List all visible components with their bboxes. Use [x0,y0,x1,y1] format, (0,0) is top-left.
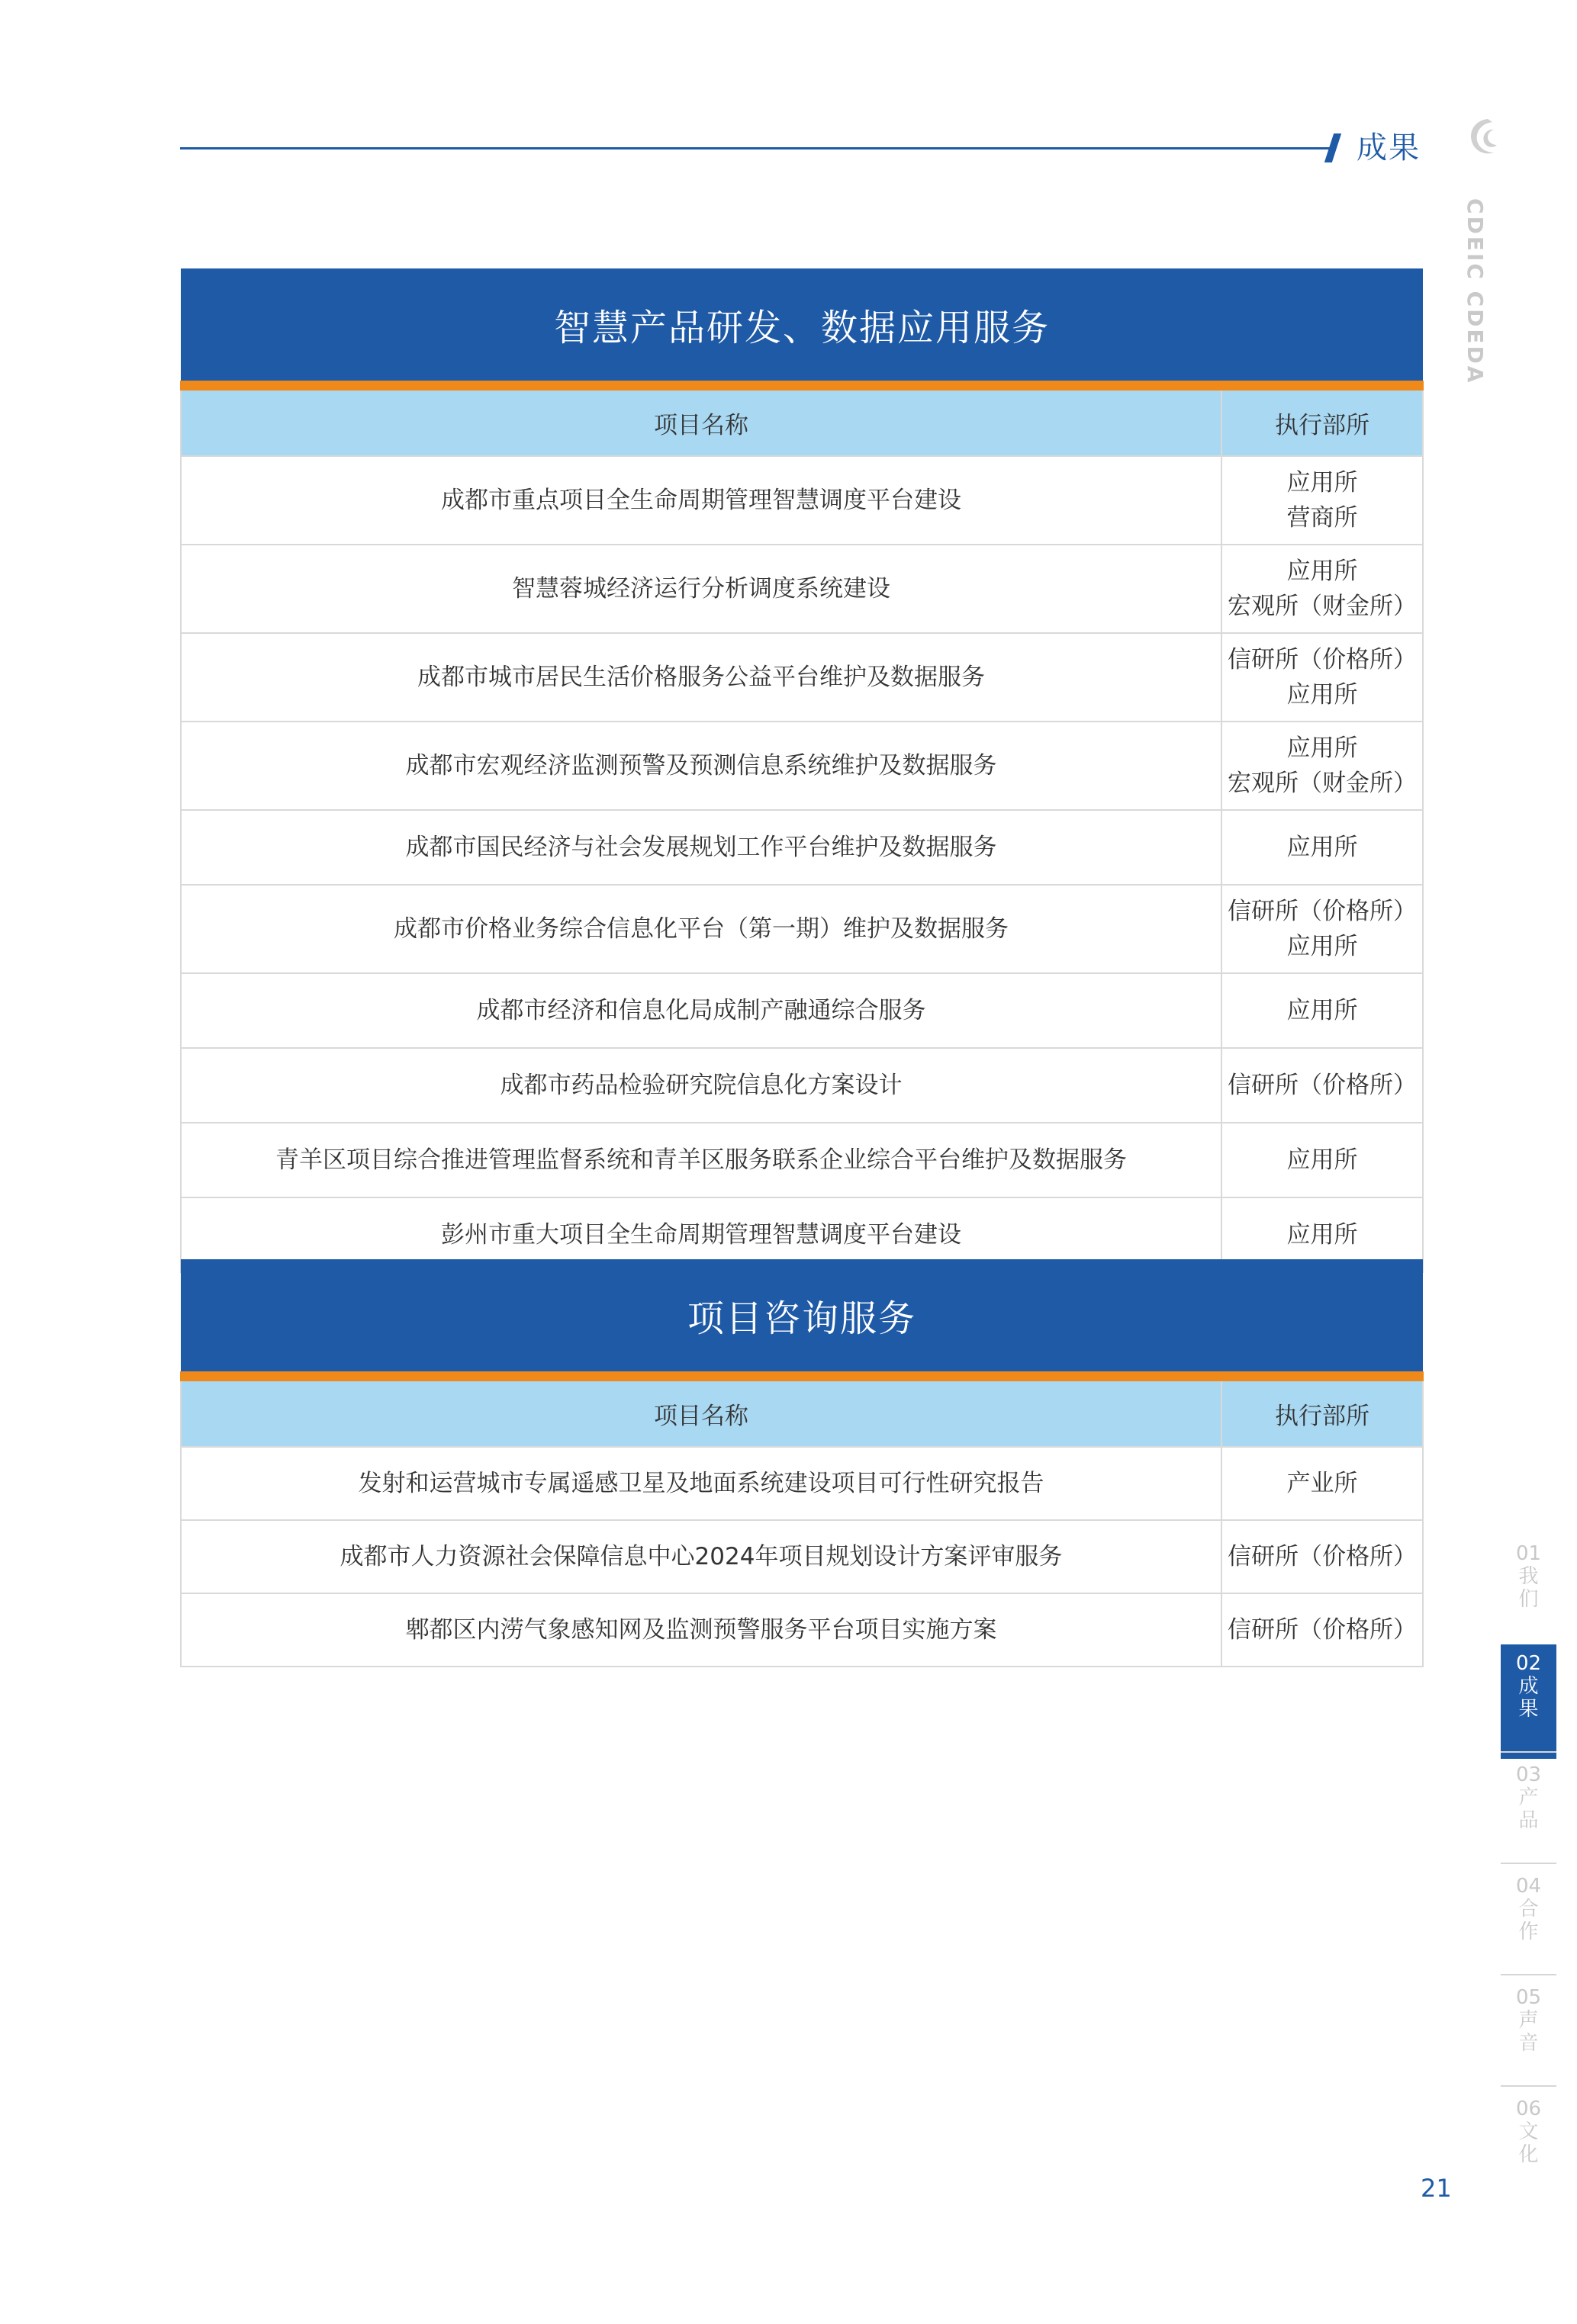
nav-item-number: 02 [1515,1652,1542,1675]
project-name-cell: 发射和运营城市专属遥感卫星及地面系统建设项目可行性研究报告 [181,1447,1221,1520]
department-name: 应用所 [1286,681,1358,709]
brand-vertical-text: CDEIC CDEDA [1463,198,1488,385]
project-name-cell: 成都市国民经济与社会发展规划工作平台维护及数据服务 [181,810,1221,885]
brand-logo-icon [1465,114,1500,160]
department-name: 应用所 [1286,997,1358,1024]
nav-item-label: 果 [1518,1698,1539,1721]
department-cell [1221,456,1423,545]
nav-item-label: 音 [1518,2032,1539,2055]
department-name: 信研所（价格所） [1228,898,1417,925]
services-table-1 [180,268,1424,1273]
department-cell [1221,1520,1423,1593]
nav-divider [1501,1974,1556,1975]
nav-item-05[interactable] [1501,1986,1556,2070]
nav-item-03[interactable] [1501,1763,1556,1847]
department-cell [1221,810,1423,885]
department-cell [1221,545,1423,633]
table-row [181,885,1423,973]
project-name-cell: 彭州市重大项目全生命周期管理智慧调度平台建设 [181,1197,1221,1272]
department-cell [1221,722,1423,810]
department-name: 信研所（价格所） [1228,1616,1417,1644]
services-table-2 [180,1259,1424,1667]
nav-item-label: 文 [1518,2120,1539,2143]
nav-item-label: 作 [1518,1921,1539,1943]
department-cell [1221,1593,1423,1667]
project-name-cell: 成都市人力资源社会保障信息中心2024年项目规划设计方案评审服务 [181,1520,1221,1593]
nav-item-label: 们 [1518,1588,1539,1611]
project-name-cell: 青羊区项目综合推进管理监督系统和青羊区服务联系企业综合平台维护及数据服务 [181,1123,1221,1197]
department-name: 营商所 [1286,504,1358,532]
table-row [181,722,1423,810]
nav-item-number: 05 [1515,1986,1542,2009]
nav-item-04[interactable] [1501,1875,1556,1959]
table-2-title: 项目咨询服务 [181,1259,1423,1377]
table-row [181,633,1423,722]
department-name: 信研所（价格所） [1228,646,1417,673]
department-name: 应用所 [1286,734,1358,762]
department-name: 信研所（价格所） [1228,1072,1417,1099]
department-cell [1221,1048,1423,1123]
nav-item-label: 我 [1518,1565,1539,1588]
department-name: 应用所 [1286,558,1358,585]
table-row [181,810,1423,885]
nav-item-number: 04 [1515,1875,1542,1898]
nav-item-number: 03 [1515,1763,1542,1786]
department-name: 应用所 [1286,834,1358,861]
col-header-project-name: 项目名称 [181,1377,1221,1448]
nav-item-02[interactable] [1501,1644,1556,1759]
department-cell [1221,1123,1423,1197]
table-row [181,1048,1423,1123]
nav-divider [1501,1863,1556,1864]
project-name-cell: 成都市价格业务综合信息化平台（第一期）维护及数据服务 [181,885,1221,973]
project-name-cell: 郫都区内涝气象感知网及监测预警服务平台项目实施方案 [181,1593,1221,1667]
table-row [181,1123,1423,1197]
project-name-cell: 成都市药品检验研究院信息化方案设计 [181,1048,1221,1123]
nav-item-01[interactable] [1501,1542,1556,1626]
department-cell [1221,1447,1423,1520]
department-cell [1221,973,1423,1048]
table-2-header-row [181,1377,1423,1448]
table-row [181,545,1423,633]
table-row [181,1593,1423,1667]
nav-item-label: 合 [1518,1898,1539,1921]
page-number: 21 [1421,2174,1452,2203]
department-name: 应用所 [1286,1146,1358,1174]
table-row [181,1447,1423,1520]
department-name: 应用所 [1286,469,1358,497]
department-cell [1221,633,1423,722]
nav-divider [1501,1751,1556,1753]
nav-item-label: 成 [1518,1675,1539,1698]
nav-item-06[interactable] [1501,2097,1556,2181]
col-header-department: 执行部所 [1221,386,1423,457]
nav-item-label: 化 [1518,2143,1539,2166]
table-2-caption-row [181,1259,1423,1377]
nav-item-label: 声 [1518,2009,1539,2032]
project-name-cell: 智慧蓉城经济运行分析调度系统建设 [181,545,1221,633]
project-name-cell: 成都市重点项目全生命周期管理智慧调度平台建设 [181,456,1221,545]
project-name-cell: 成都市城市居民生活价格服务公益平台维护及数据服务 [181,633,1221,722]
table-1-title: 智慧产品研发、数据应用服务 [181,268,1423,386]
department-name: 应用所 [1286,933,1358,960]
col-header-department: 执行部所 [1221,1377,1423,1448]
table-row [181,973,1423,1048]
nav-item-label: 产 [1518,1786,1539,1809]
table-row [181,1520,1423,1593]
section-title: 成果 [1357,130,1421,166]
nav-item-number: 01 [1515,1542,1542,1565]
nav-item-number: 06 [1515,2097,1542,2120]
table-1-caption-row [181,268,1423,386]
header-rule [180,147,1332,149]
project-name-cell: 成都市宏观经济监测预警及预测信息系统维护及数据服务 [181,722,1221,810]
department-name: 产业所 [1286,1470,1358,1497]
nav-item-label: 品 [1518,1809,1539,1832]
table-row [181,456,1423,545]
nav-divider [1501,2085,1556,2087]
col-header-project-name: 项目名称 [181,386,1221,457]
department-cell [1221,885,1423,973]
department-name: 宏观所（财金所） [1228,593,1417,620]
department-name: 信研所（价格所） [1228,1543,1417,1570]
table-1-header-row [181,386,1423,457]
department-name: 宏观所（财金所） [1228,770,1417,797]
project-name-cell: 成都市经济和信息化局成制产融通综合服务 [181,973,1221,1048]
department-name: 应用所 [1286,1221,1358,1249]
